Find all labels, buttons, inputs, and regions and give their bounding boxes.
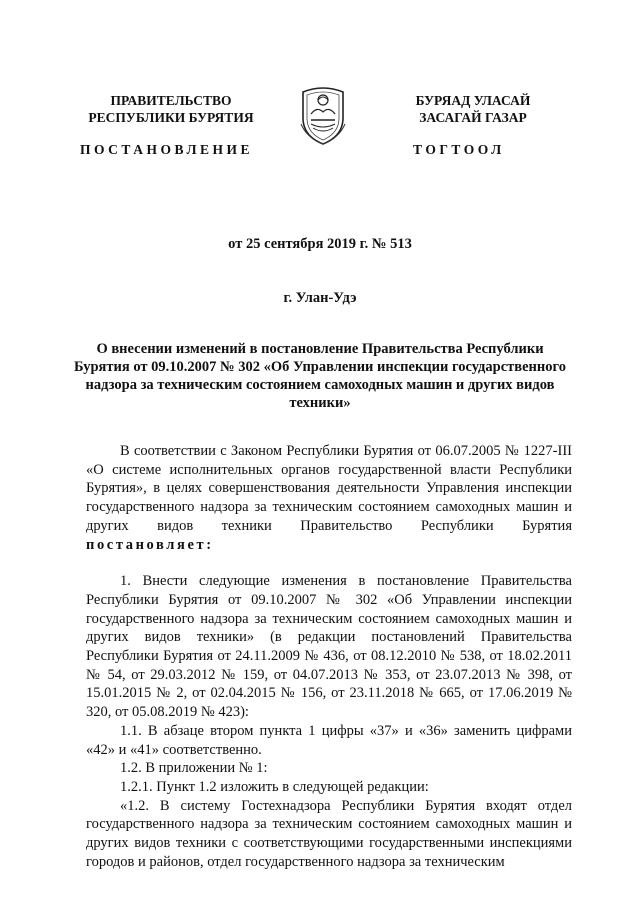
issuer-russian bbox=[76, 92, 266, 126]
document-body bbox=[86, 442, 572, 871]
document-kind-buryat: ТОГТООЛ bbox=[413, 142, 505, 157]
preamble-text: В соответствии с Законом Республики Бурятия от 06.07.2005 № 1227-III «О системе исполнительных органов государственной власти Республики Бурятия», в целях совершенствования деятельности Управления инспекции государственного надзора за техническим состоянием самоходных машин и других видов техники Правительство Республики Бурятия bbox=[86, 443, 572, 534]
decree-word: постановляет: bbox=[86, 536, 214, 553]
paragraph-1-1: 1.1. В абзаце втором пункта 1 цифры «37» и «36» заменить цифрами «42» и «41» соответственно. bbox=[86, 722, 572, 758]
preamble-paragraph bbox=[86, 442, 572, 554]
issuer-buryat-line1: БУРЯАД УЛАСАЙ bbox=[415, 93, 531, 108]
paragraph-quoted: «1.2. В систему Гостехнадзора Республики Бурятия входят отдел государственного надзора за техническим состоянием самоходных машин и других видов техники с соответствующими государственными инспекциями городов и районов, отдел государственного надзора за техническим bbox=[86, 797, 572, 870]
coat-of-arms-icon bbox=[297, 84, 349, 146]
document-kind-russian: ПОСТАНОВЛЕНИЕ bbox=[80, 142, 254, 157]
paragraph-1: 1. Внести следующие изменения в постановление Правительства Республики Бурятия от 09.10.2007 № 302 «Об Управлении инспекции государственного надзора за техническим состоянием самоходных машин и других видов техники» (в редакции постановлений Правительства Республики Бурятия от 24.11.2009 № 436, от 08.12.2010 № 538, от 18.02.2011 № 54, от 29.03.2012 № 159, от 04.07.2013 № 353, от 23.07.2013 № 398, от 15.01.2015 № 2, от 02.04.2015 № 156, от 23.11.2018 № 665, от 17.06.2019 № 320, от 05.08.2019 № 423): bbox=[86, 573, 572, 721]
paragraph-1-2: 1.2. В приложении № 1: bbox=[120, 760, 268, 777]
paragraph-1-2-1: 1.2.1. Пункт 1.2 изложить в следующей редакции: bbox=[120, 778, 429, 795]
issuer-buryat-line2: ЗАСАГАЙ ГАЗАР bbox=[419, 110, 527, 125]
issuer-russian-line1: ПРАВИТЕЛЬСТВО bbox=[110, 93, 232, 108]
issuer-russian-line2: РЕСПУБЛИКИ БУРЯТИЯ bbox=[88, 110, 254, 125]
issuer-buryat bbox=[378, 92, 568, 126]
document-city: г. Улан-Удэ bbox=[283, 290, 357, 306]
document-date-number: от 25 сентября 2019 г. № 513 bbox=[228, 236, 412, 252]
document-title: О внесении изменений в постановление Правительства Республики Бурятия от 09.10.2007 № 302 «Об Управлении инспекции государственного надзора за техническим состоянием самоходных машин и других видов техники» bbox=[74, 341, 566, 411]
